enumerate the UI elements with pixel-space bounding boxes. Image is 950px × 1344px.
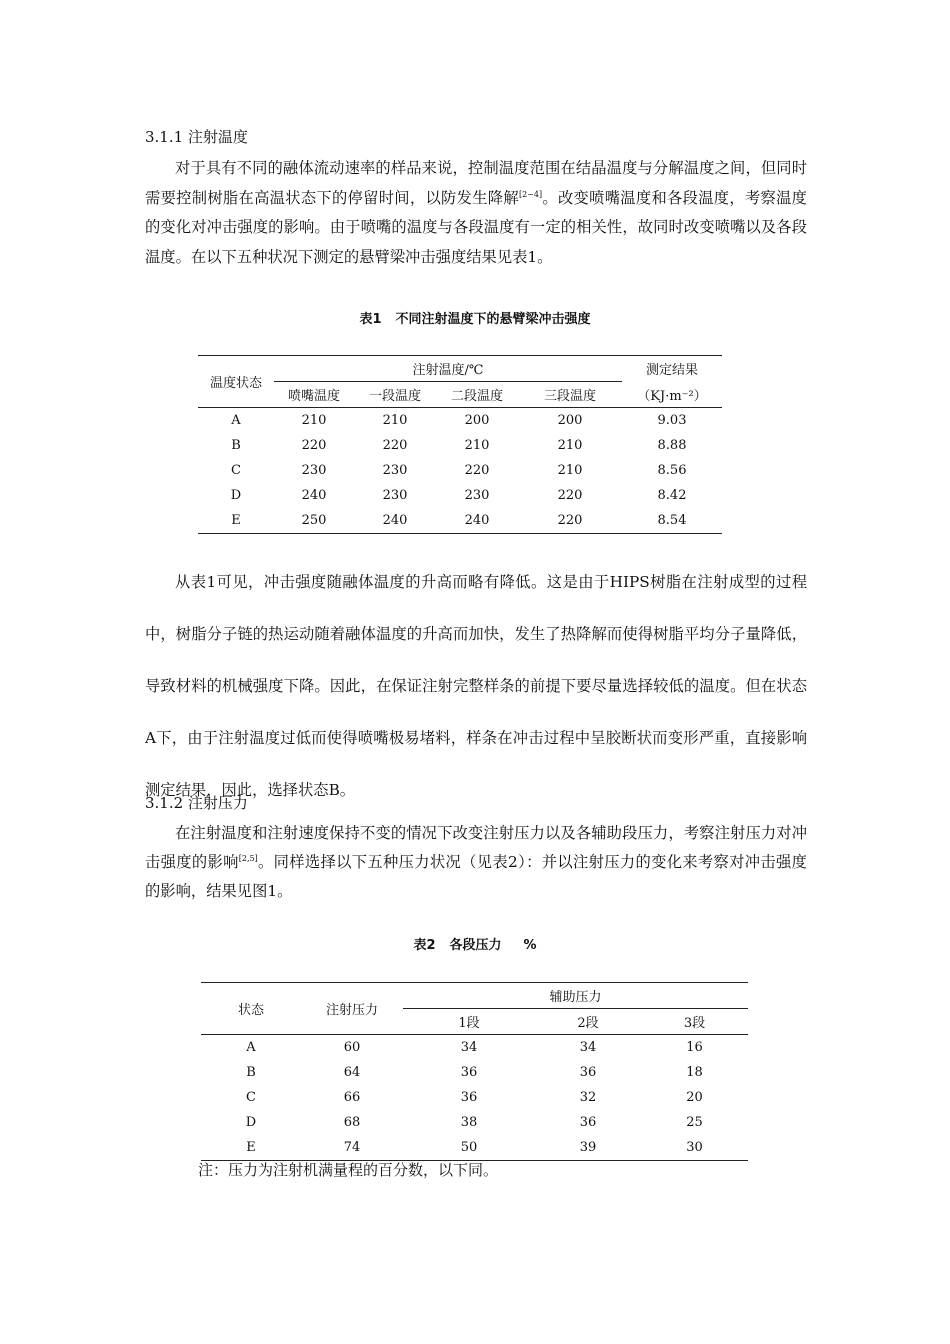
table-cell: D xyxy=(230,488,242,503)
table1-caption xyxy=(0,311,950,329)
table-cell: E xyxy=(231,513,241,528)
table-cell: 220 xyxy=(464,463,490,478)
table-cell: 220 xyxy=(557,513,583,528)
table-cell: 18 xyxy=(686,1065,703,1080)
table-cell: 36 xyxy=(460,1065,478,1080)
table-cell: 39 xyxy=(579,1140,597,1155)
table-cell: 210 xyxy=(557,463,583,478)
table-cell: 200 xyxy=(464,413,490,428)
table1-caption-title: 不同注射温度下的悬臂梁冲击强度 xyxy=(395,312,591,327)
table-cell: 68 xyxy=(343,1115,361,1130)
header-stage2-temp: 二段温度 xyxy=(436,382,518,408)
table-row xyxy=(201,1135,748,1161)
table-cell: 8.42 xyxy=(657,488,687,503)
table-row xyxy=(198,483,722,508)
table-cell: E xyxy=(246,1140,256,1155)
header-result-line1: 测定结果 xyxy=(645,363,698,379)
table-cell: 66 xyxy=(343,1090,361,1105)
table2-caption-unit: % xyxy=(523,938,537,953)
header-state: 状态 xyxy=(201,983,301,1035)
table-row xyxy=(198,508,722,534)
table-cell: 210 xyxy=(382,413,408,428)
table2-caption-title: 各段压力 xyxy=(449,938,502,953)
header-stage1-temp: 一段温度 xyxy=(354,382,436,408)
table-cell: 240 xyxy=(301,488,327,503)
table-cell: A xyxy=(231,413,241,428)
table-row xyxy=(201,1035,748,1061)
table-cell: 8.88 xyxy=(657,438,687,453)
table-cell: 230 xyxy=(382,488,408,503)
header-injection-temp-group: 注射温度/℃ xyxy=(274,356,622,382)
paragraph-pressure-intro xyxy=(145,819,807,906)
table-row xyxy=(201,1085,748,1110)
section-heading-injection-temperature: 3.1.1 注射温度 xyxy=(145,128,248,146)
table-cell: 25 xyxy=(686,1115,703,1130)
header-stage3-temp: 三段温度 xyxy=(518,382,622,408)
table-cell: B xyxy=(246,1065,256,1080)
table-cell: 20 xyxy=(686,1090,703,1105)
header-injection-pressure: 注射压力 xyxy=(301,983,403,1035)
table2-note: 注：压力为注射机满量程的百分数，以下同。 xyxy=(198,1161,499,1179)
paragraph-temperature-intro xyxy=(145,154,807,272)
table-cell: 34 xyxy=(579,1040,597,1055)
table-cell: 50 xyxy=(460,1140,478,1155)
table-cell: 8.56 xyxy=(657,463,687,478)
citation: [2,5] xyxy=(238,853,258,863)
table-cell: 210 xyxy=(557,438,583,453)
table-cell: 240 xyxy=(382,513,408,528)
table-cell: 220 xyxy=(557,488,583,503)
table-cell: 220 xyxy=(301,438,327,453)
header-result-line2: （KJ·m⁻²） xyxy=(622,382,722,408)
header-state: 温度状态 xyxy=(198,356,274,408)
paragraph-text: 对于具有不同的融体流动速率的样品来说，控制温度范围在结晶温度与分解温度之间，但同时需要控制树脂在高温状态下的停留时间，以防发生降解 xyxy=(145,159,807,207)
table-cell: 38 xyxy=(460,1115,478,1130)
header-aux-pressure-group: 辅助压力 xyxy=(403,983,748,1009)
table-row xyxy=(201,1110,748,1135)
table-cell: 200 xyxy=(557,413,583,428)
table-cell: 60 xyxy=(343,1040,361,1055)
paragraph-text: 。同样选择以下五种压力状况（见表2）：并以注射压力的变化来考察对冲击强度的影响，结果见图1。 xyxy=(145,853,807,900)
table-row xyxy=(198,408,722,434)
table-cell: 64 xyxy=(343,1065,361,1080)
table-cell: 230 xyxy=(464,488,490,503)
table-cell: 36 xyxy=(460,1090,478,1105)
table-cell: 210 xyxy=(301,413,327,428)
table-cell: 30 xyxy=(686,1140,703,1155)
table-cell: 74 xyxy=(343,1140,361,1155)
table-cell: 34 xyxy=(460,1040,478,1055)
header-nozzle-temp: 喷嘴温度 xyxy=(274,382,354,408)
table-injection-temperature xyxy=(198,355,722,534)
table-cell: 9.03 xyxy=(657,413,687,428)
paragraph-text: 在注射温度和注射速度保持不变的情况下改变注射压力以及各辅助段压力，考察注射压力对冲击强度的影响 xyxy=(145,824,807,871)
table-cell: B xyxy=(231,438,241,453)
table-cell: 8.54 xyxy=(657,513,687,528)
table-cell: 230 xyxy=(382,463,408,478)
section-heading-injection-pressure: 3.1.2 注射压力 xyxy=(145,794,248,812)
paragraph-temperature-discussion: 从表1可见，冲击强度随融体温度的升高而略有降低。这是由于HIPS树脂在注射成型的过程中，树脂分子链的热运动随着融体温度的升高而加快，发生了热降解而使得树脂平均分子量降低，导致材料的机械强度下降。因此，在保证注射完整样条的前提下要尽量选择较低的温度。但在状态A下，由于注射温度过低而使得喷嘴极易堵料，样条在冲击过程中呈胶断状而变形严重，直接影响测定结果，因此，选择状态B。 xyxy=(145,573,807,799)
table-cell: 32 xyxy=(579,1090,597,1105)
table-cell: 240 xyxy=(464,513,490,528)
table-cell: 36 xyxy=(579,1065,597,1080)
header-stage3: 3段 xyxy=(641,1009,748,1035)
table-cell: C xyxy=(231,463,241,478)
table-cell: 16 xyxy=(686,1040,703,1055)
citation: [2~4] xyxy=(518,189,543,199)
table-row xyxy=(201,1060,748,1085)
table-cell: C xyxy=(246,1090,256,1105)
paragraph-text: 。改变喷嘴温度和各段温度，考察温度的变化对冲击强度的影响。由于喷嘴的温度与各段温度有一定的相关性，故同时改变喷嘴以及各段温度。在以下五种状况下测定的悬臂梁冲击强度结果见表1。 xyxy=(145,188,807,266)
table-cell: D xyxy=(245,1115,257,1130)
table-cell: 36 xyxy=(579,1115,597,1130)
table2-caption xyxy=(0,937,950,955)
table-segment-pressure xyxy=(201,982,748,1161)
table-cell: 220 xyxy=(382,438,408,453)
header-stage2: 2段 xyxy=(535,1009,641,1035)
table-cell: A xyxy=(246,1040,256,1055)
table-row xyxy=(198,458,722,483)
table-cell: 250 xyxy=(301,513,327,528)
table-cell: 210 xyxy=(464,438,490,453)
table-row xyxy=(198,433,722,458)
header-stage1: 1段 xyxy=(403,1009,535,1035)
table-cell: 230 xyxy=(301,463,327,478)
table1-caption-number: 表1 xyxy=(359,312,382,327)
table2-caption-number: 表2 xyxy=(413,938,436,953)
